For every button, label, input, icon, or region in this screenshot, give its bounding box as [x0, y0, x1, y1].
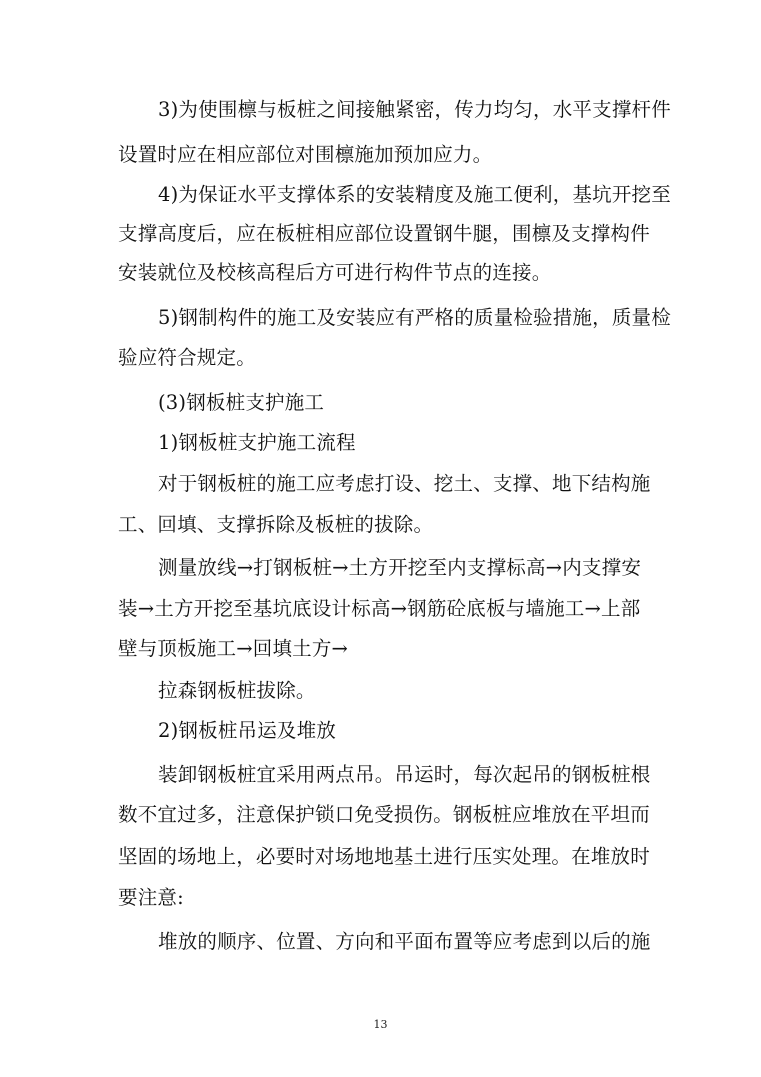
- text-line: 支撑高度后，应在板桩相应部位设置钢牛腿，围檩及支撑构件: [118, 222, 650, 245]
- text-line: 装→土方开挖至基坑底设计标高→钢筋砼底板与墙施工→上部: [118, 597, 641, 620]
- text-line: 要注意:: [118, 886, 184, 909]
- text-line: 装卸钢板桩宜采用两点吊。吊运时，每次起吊的钢板桩根: [158, 763, 651, 786]
- text-line: 堆放的顺序、位置、方向和平面布置等应考虑到以后的施: [158, 930, 651, 953]
- page-number: 13: [373, 1018, 388, 1031]
- subsection-heading: 1)钢板桩支护施工流程: [158, 431, 356, 454]
- text-line: 设置时应在相应部位对围檩施加预加应力。: [118, 143, 493, 166]
- text-line: 壁与顶板施工→回填土方→: [118, 637, 349, 660]
- text-line: 5)钢制构件的施工及安装应有严格的质量检验措施，质量检: [158, 306, 671, 329]
- text-line: 拉森钢板桩拔除。: [158, 679, 316, 702]
- text-line: 测量放线→打钢板桩→土方开挖至内支撑标高→内支撑安: [158, 556, 642, 579]
- text-line: 4)为保证水平支撑体系的安装精度及施工便利，基坑开挖至: [158, 183, 671, 206]
- text-line: 安装就位及校核高程后方可进行构件节点的连接。: [118, 261, 552, 284]
- subsection-heading: 2)钢板桩吊运及堆放: [158, 719, 337, 742]
- text-line: 坚固的场地上，必要时对场地地基土进行压实处理。在堆放时: [118, 845, 650, 868]
- text-line: 工、回填、支撑拆除及板桩的拔除。: [118, 513, 434, 536]
- text-line: 验应符合规定。: [118, 346, 256, 369]
- section-heading: (3)钢板桩支护施工: [158, 391, 325, 414]
- text-line: 对于钢板桩的施工应考虑打设、挖土、支撑、地下结构施: [158, 472, 651, 495]
- text-line: 数不宜过多，注意保护锁口免受损伤。钢板桩应堆放在平坦而: [118, 803, 650, 826]
- text-line: 3)为使围檩与板桩之间接触紧密，传力均匀，水平支撑杆件: [158, 98, 671, 121]
